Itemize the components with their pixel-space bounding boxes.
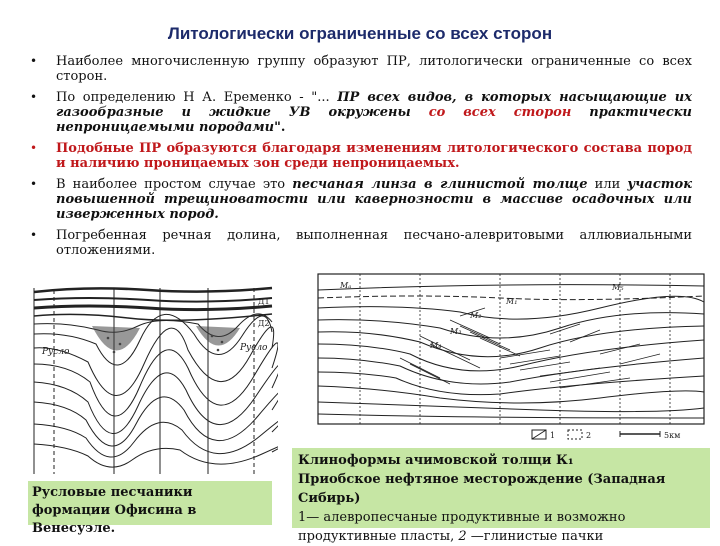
horizon-label: Д1 [258, 297, 270, 306]
layer-label: M₁ [506, 297, 518, 306]
bullet-text-highlight: со всех сторон [428, 105, 572, 120]
legend-label: 1 [550, 431, 556, 440]
bullet-text-prefix: В наиболее простом случае это [56, 177, 293, 192]
layer-label: M₅ [612, 283, 624, 292]
slide-title: Литологически ограниченные со всех сторон [167, 24, 553, 43]
bullet-text-prefix: По определению Н А. Еременко - "... [56, 90, 338, 105]
bullet-icon: • [30, 141, 38, 155]
caption-clinoforms-title: Клиноформы ачимовской толщи К₁ [298, 453, 574, 468]
bullet-icon: • [30, 90, 38, 104]
caption-legend-text: 1— алевропесчаные продуктивные и возможно продуктивные пласты, [298, 510, 626, 544]
layer-label: M₄ [430, 341, 442, 350]
legend-label: 2 [586, 431, 592, 440]
caption-clinoforms [292, 448, 710, 544]
channel-section-figure [28, 278, 278, 478]
caption-clinoforms-legend [298, 508, 704, 546]
bullet-item [28, 54, 692, 84]
bullet-item [28, 228, 692, 258]
bullet-icon: • [30, 228, 38, 242]
bullet-item [28, 177, 692, 222]
bullet-item [28, 90, 692, 135]
bullet-text-highlight: Подобные ПР образуются благодаря изменениям литологического состава пород и наличию проницаемых зон среди непроницаемых. [56, 141, 692, 171]
horizon-label: Д2 [258, 319, 270, 328]
bullet-list [28, 54, 692, 264]
clinoform-figure [300, 268, 710, 444]
bullet-item [28, 141, 692, 171]
bullet-text-italic: участок повышенной трещиноватости или кавернозности в массиве осадочных или изверженных пород. [56, 177, 692, 222]
layer-label: M₃ [450, 327, 462, 336]
caption-clinoforms-field: Приобское нефтяное месторождение (Западная Сибирь) [298, 472, 666, 506]
bullet-icon: • [30, 54, 38, 68]
layer-label: M₂ [470, 311, 482, 320]
scale-label: 5км [664, 431, 681, 440]
bullet-text: Наиболее многочисленную группу образуют ПР, литологически ограниченные со всех сторон. [56, 54, 692, 84]
bullet-text-connector: или [587, 177, 628, 192]
legend [532, 430, 680, 440]
bullet-icon: • [30, 177, 38, 191]
bullet-text-italic: практически непроницаемыми породами [56, 105, 692, 135]
caption-legend-text: —глинистые пачки [466, 529, 604, 544]
channel-label: Русло [42, 347, 70, 357]
layer-label: Mₐ [340, 281, 352, 290]
clinoform-drawing [300, 268, 710, 444]
bullet-text-suffix: ". [274, 120, 286, 135]
caption-legend-number: 2 [458, 529, 467, 544]
bullet-text: Погребенная речная долина, выполненная песчано-алевритовыми аллювиальными отложениями. [56, 228, 692, 258]
channel-label: Русло [240, 343, 268, 353]
bullet-text-italic: песчаная линза в глинистой толще [292, 177, 588, 192]
caption-channel-sandstones: Русловые песчаники формации Офисина в Венесуэле. [28, 481, 272, 525]
channel-section-drawing [28, 278, 278, 478]
bullet-text-italic: ПР всех видов, в которых насыщающие их газообразные и жидкие УВ окружены [56, 90, 692, 120]
